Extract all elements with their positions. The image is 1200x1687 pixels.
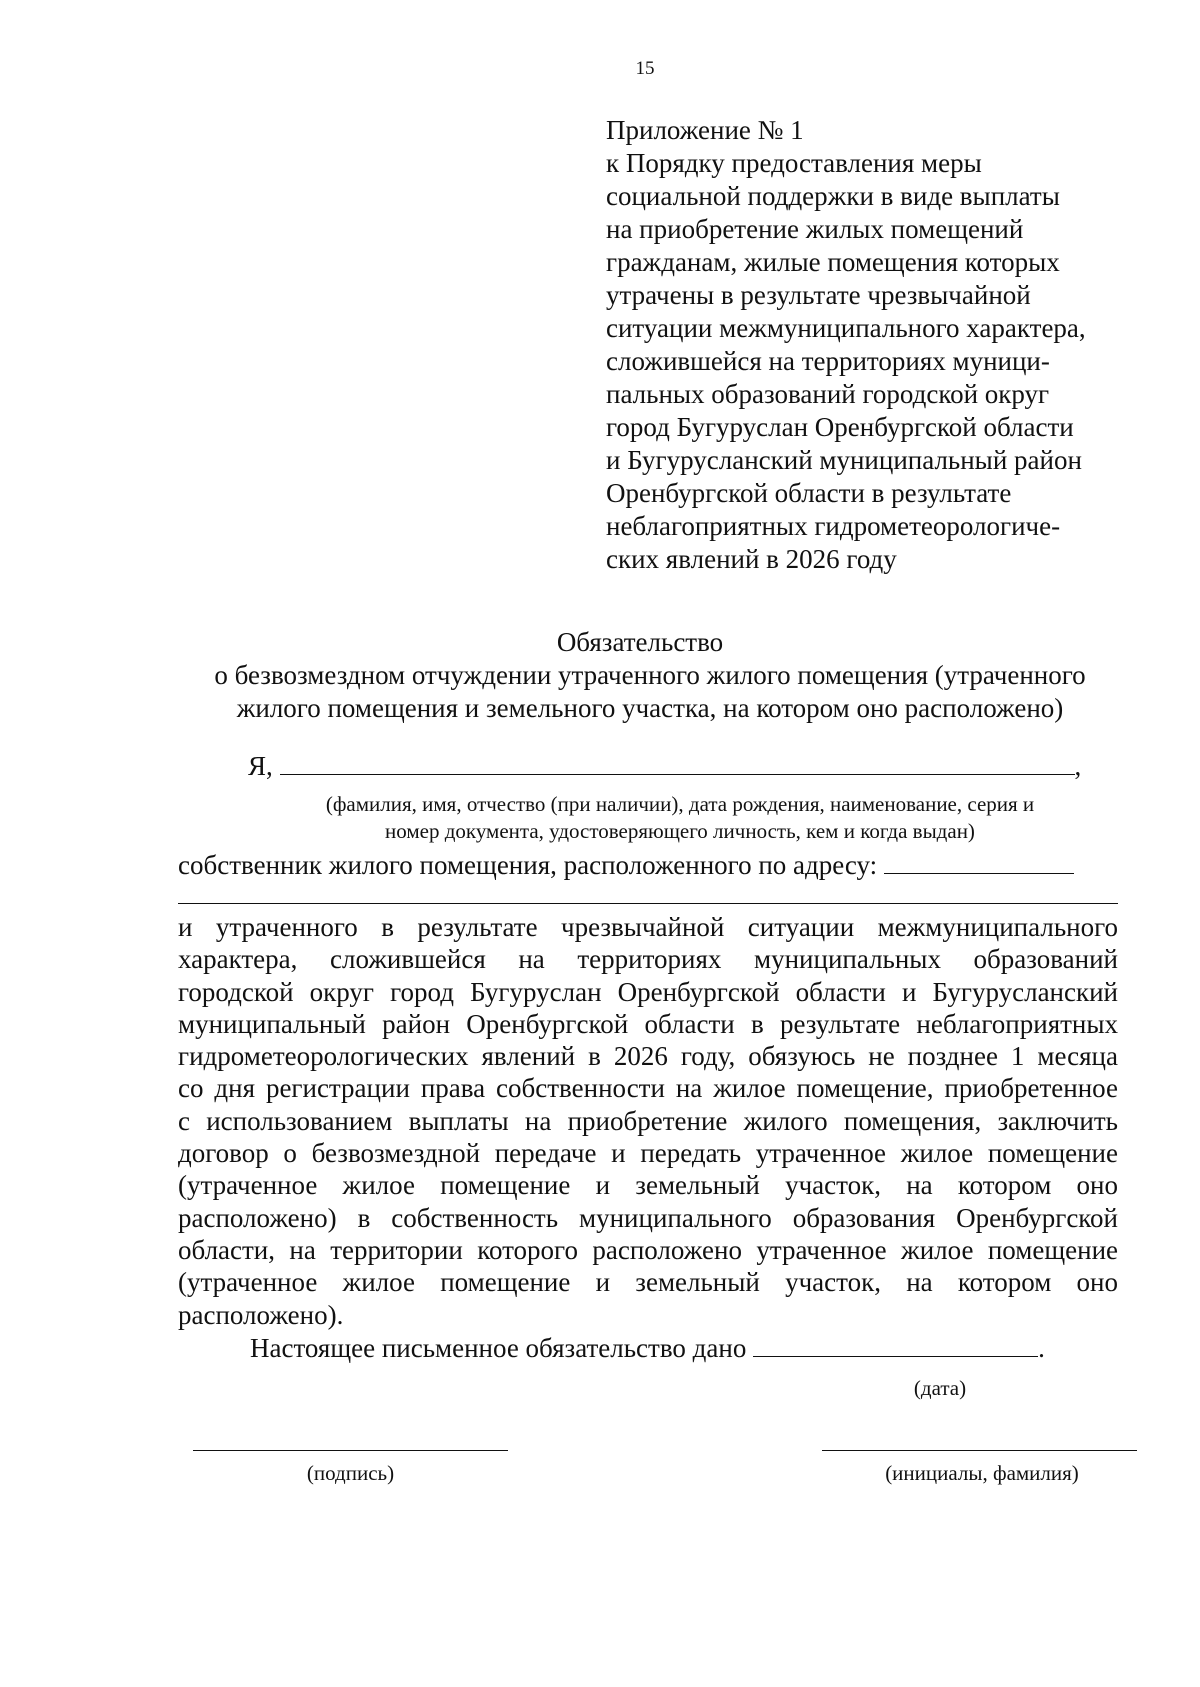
body-line: (утраченное жилое помещение и земельный участок, на котором оно [178, 1267, 1118, 1298]
hint-line: (фамилия, имя, отчество (при наличии), дата рождения, наименование, серия и [325, 792, 1035, 816]
declarant-suffix: , [1074, 751, 1082, 781]
body-line: области, на территории которого расположено утраченное жилое помещение [178, 1234, 1118, 1265]
document-title: Обязательство [556, 627, 724, 657]
commitment-body [178, 911, 1118, 1331]
body-line: и утраченного в результате чрезвычайной ситуации межмуниципального [178, 912, 1118, 942]
given-suffix: . [1038, 1333, 1045, 1363]
owner-text: собственник жилого помещения, расположенного по адресу: [178, 850, 878, 880]
body-line: муниципальный район Оренбургской области в результате неблагоприятных [178, 1008, 1118, 1039]
body-line: договор о безвозмездной передаче и передать утраченное жилое помещение [178, 1138, 1118, 1169]
initials-surname-caption: (инициалы, фамилия) [885, 1461, 1079, 1485]
declarant-prefix: Я, [248, 751, 273, 781]
body-line: характера, сложившейся на территориях муниципальных образований [178, 944, 1118, 975]
appendix-line: ских явлений в 2026 году [606, 544, 897, 574]
appendix-line: сложившейся на территориях муници- [606, 346, 1050, 376]
appendix-line: на приобретение жилых помещений [606, 214, 1024, 244]
appendix-line: неблагоприятных гидрометеорологиче- [606, 511, 1061, 541]
address-continuation-field[interactable] [178, 903, 1118, 904]
hint-line: номер документа, удостоверяющего личность, кем и когда выдан) [385, 819, 975, 843]
document-subtitle [150, 659, 1150, 725]
appendix-line: и Бугурусланский муниципальный район [606, 445, 1082, 475]
appendix-line: ситуации межмуниципального характера, [606, 313, 1086, 343]
appendix-line: город Бугуруслан Оренбургской области [606, 412, 1074, 442]
appendix-line: пальных образований городской округ [606, 379, 1050, 409]
declarant-name-field[interactable] [280, 752, 1075, 775]
subtitle-line: жилого помещения и земельного участка, на котором оно расположено) [236, 693, 1064, 723]
body-line: городской округ город Бугуруслан Оренбургской области и Бугурусланский [178, 976, 1118, 1007]
date-caption: (дата) [913, 1376, 967, 1400]
initials-surname-field[interactable] [822, 1450, 1137, 1451]
signature-field[interactable] [193, 1450, 508, 1451]
appendix-line: Оренбургской области в результате [606, 478, 1012, 508]
appendix-line: к Порядку предоставления меры [606, 148, 982, 178]
body-line: расположено) в собственность муниципального образования Оренбургской [178, 1202, 1118, 1233]
appendix-line: социальной поддержки в виде выплаты [606, 181, 1060, 211]
given-line [250, 1332, 1045, 1365]
body-line: гидрометеорологических явлений в 2026 году, обязуюсь не позднее 1 месяца [178, 1041, 1118, 1072]
address-field[interactable] [884, 851, 1074, 874]
appendix-line: гражданам, жилые помещения которых [606, 247, 1060, 277]
appendix-line: утрачены в результате чрезвычайной [606, 280, 1031, 310]
body-line: (утраченное жилое помещение и земельный участок, на котором оно [178, 1170, 1118, 1201]
appendix-line: Приложение № 1 [606, 115, 804, 145]
subtitle-line: о безвозмездном отчуждении утраченного жилого помещения (утраченного [214, 660, 1086, 690]
declarant-hint [230, 791, 1130, 845]
body-line: со дня регистрации права собственности на жилое помещение, приобретенное [178, 1073, 1118, 1104]
page-number: 15 [635, 58, 655, 79]
given-text: Настоящее письменное обязательство дано [250, 1333, 747, 1363]
owner-line [178, 849, 1074, 882]
appendix-header [606, 114, 1166, 576]
declarant-line [248, 750, 1081, 783]
body-line: расположено). [178, 1299, 344, 1330]
body-line: с использованием выплаты на приобретение жилого помещения, заключить [178, 1105, 1118, 1136]
date-field[interactable] [753, 1334, 1038, 1357]
signature-caption: (подпись) [306, 1461, 395, 1485]
